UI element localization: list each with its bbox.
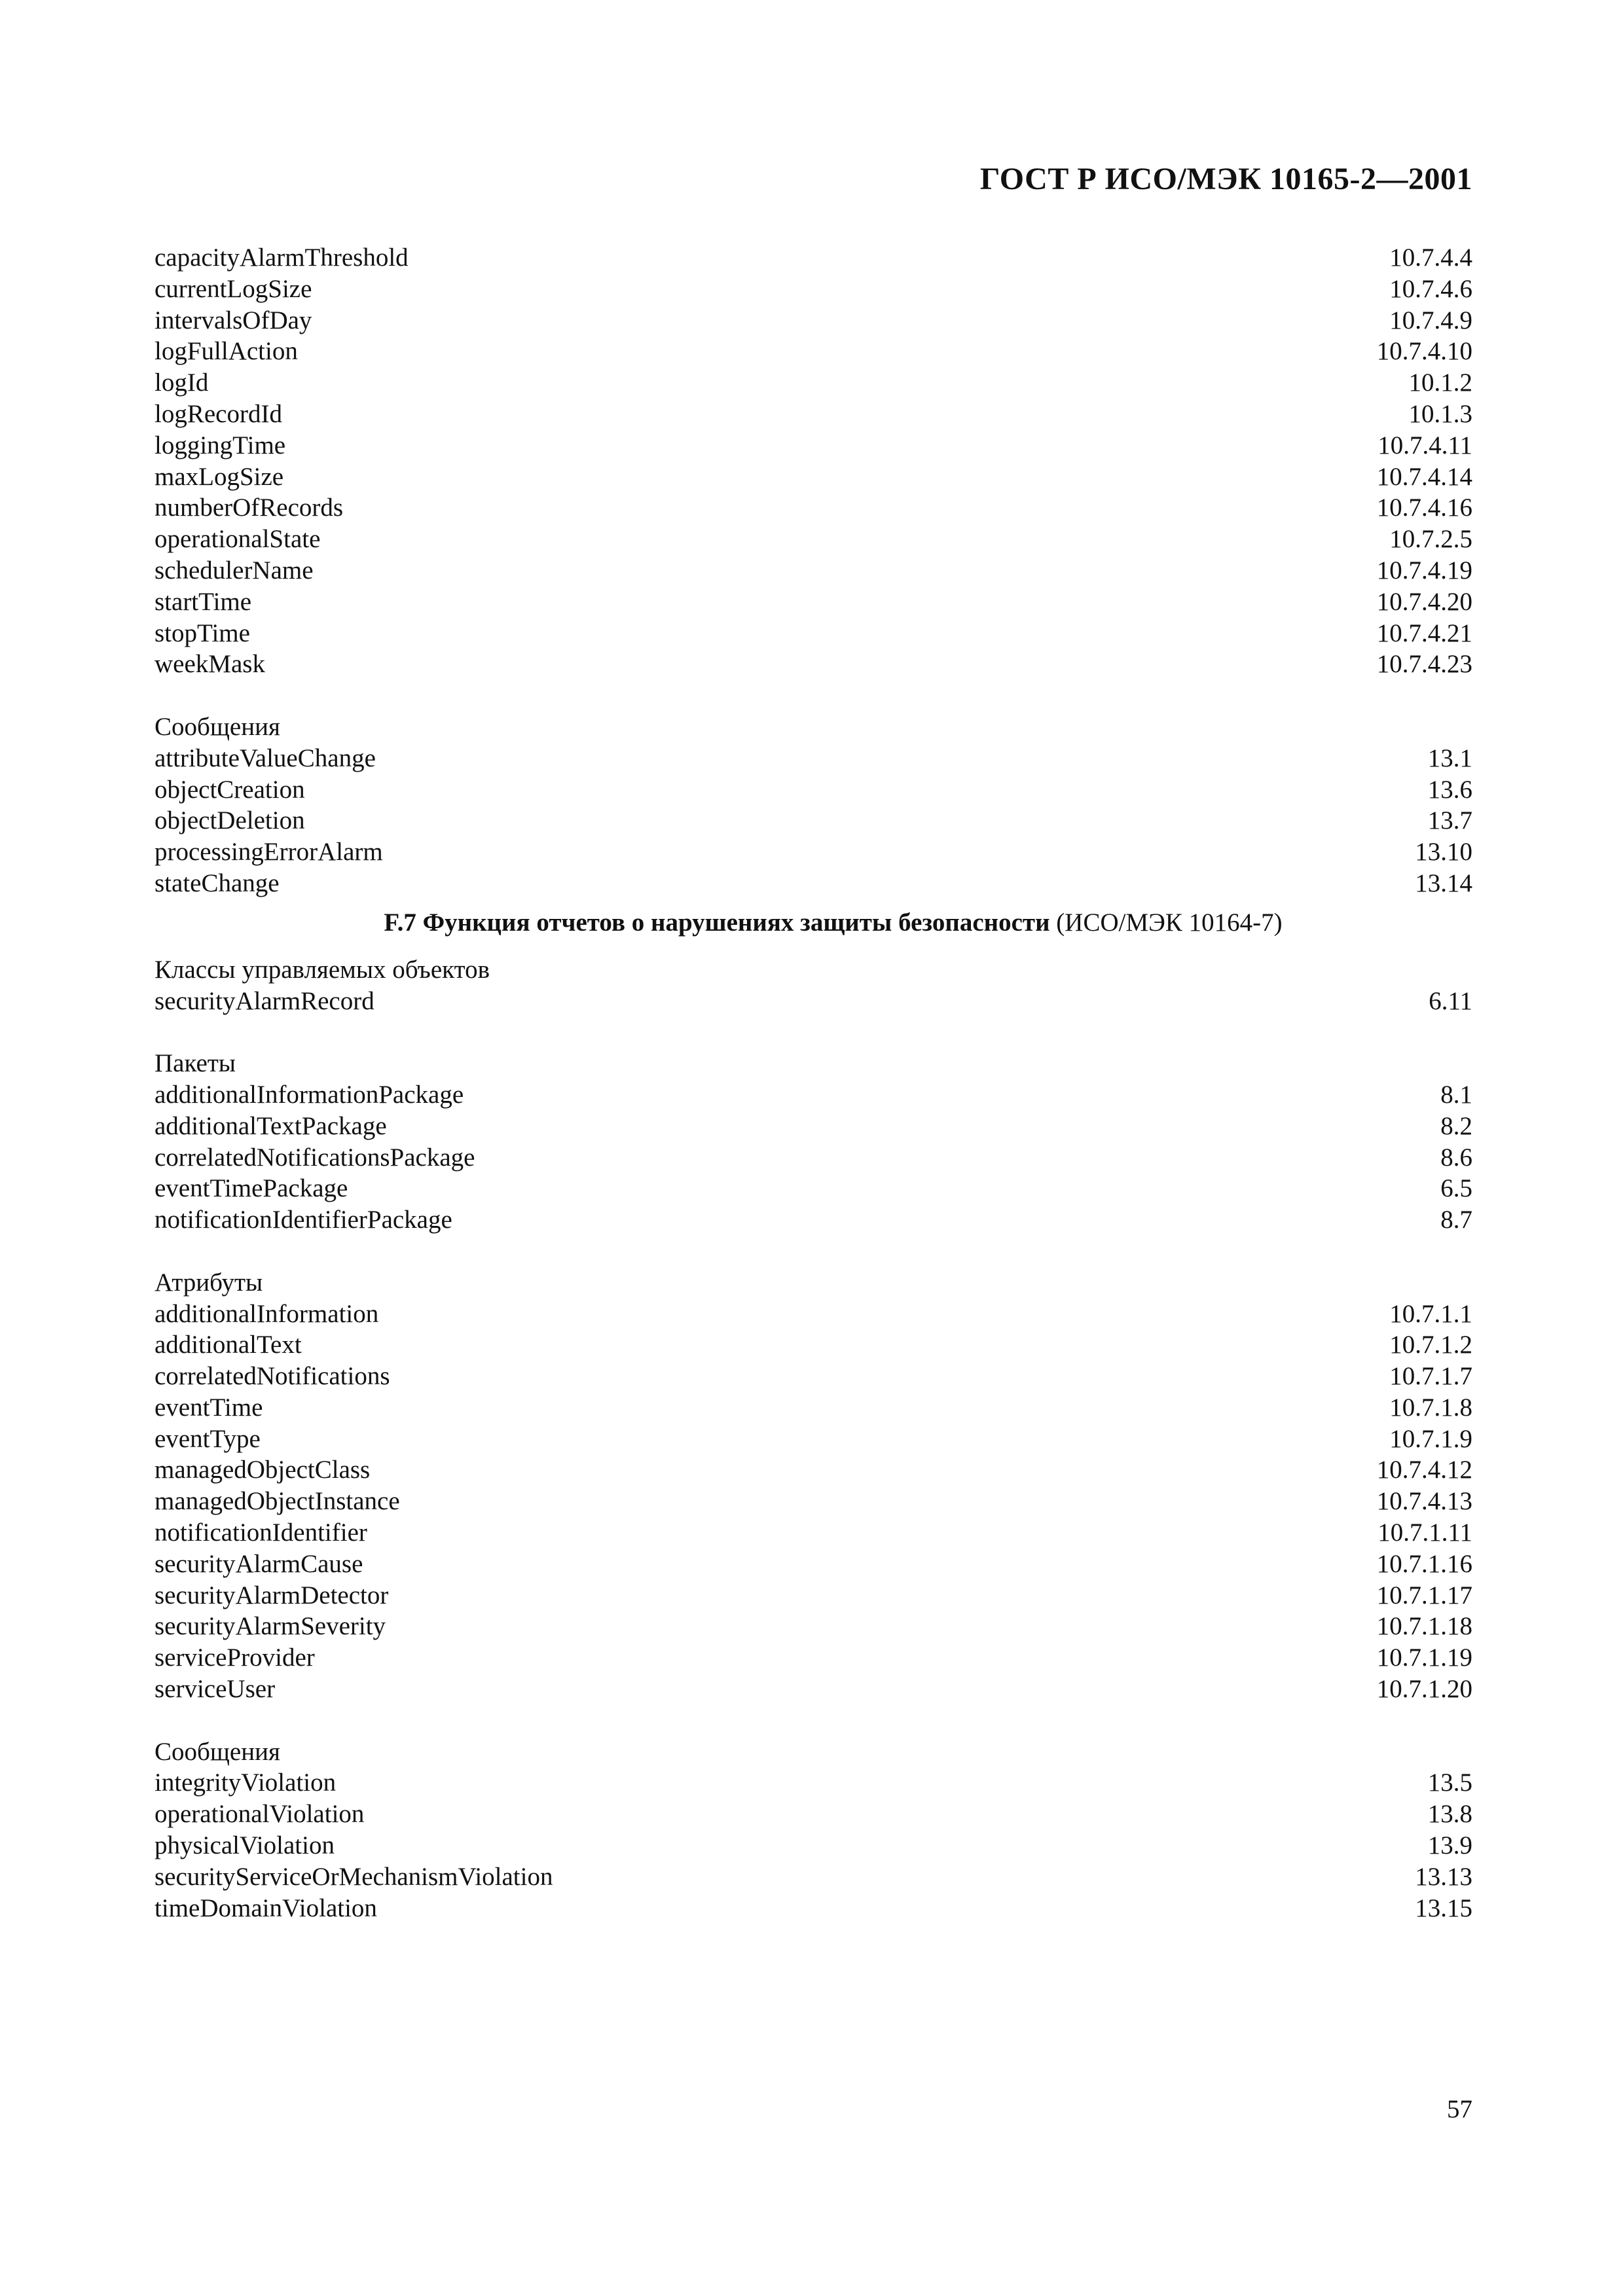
group-title-notifications: Сообщения bbox=[155, 712, 280, 741]
index-entry bbox=[155, 242, 1472, 274]
group-title-attributes: Атрибуты bbox=[155, 1268, 263, 1297]
entry-clause-ref: 13.14 bbox=[1415, 869, 1472, 897]
index-entry bbox=[155, 1580, 1472, 1611]
index-entry bbox=[155, 367, 1472, 399]
entry-clause-ref: 8.2 bbox=[1440, 1111, 1472, 1140]
section-heading-f7 bbox=[155, 905, 1472, 944]
index-entry bbox=[155, 1486, 1472, 1517]
index-entry bbox=[155, 1861, 1472, 1893]
section-heading-ref: (ИСО/МЭК 10164-7) bbox=[1056, 908, 1283, 937]
entry-term: stateChange bbox=[155, 869, 280, 897]
index-content bbox=[155, 242, 1472, 1924]
entry-term: eventType bbox=[155, 1424, 261, 1453]
index-entry bbox=[155, 868, 1472, 899]
index-entry bbox=[155, 1893, 1472, 1924]
entry-term: intervalsOfDay bbox=[155, 306, 312, 334]
entry-clause-ref: 6.11 bbox=[1429, 986, 1472, 1015]
index-entry bbox=[155, 1611, 1472, 1642]
entry-term: serviceUser bbox=[155, 1675, 276, 1704]
entry-term: maxLogSize bbox=[155, 462, 284, 491]
entry-clause-ref: 10.7.4.19 bbox=[1376, 556, 1472, 584]
entry-clause-ref: 10.7.1.18 bbox=[1376, 1612, 1472, 1641]
entry-term: startTime bbox=[155, 587, 252, 616]
entry-term: logRecordId bbox=[155, 399, 282, 428]
index-entry bbox=[155, 1173, 1472, 1204]
entry-term: stopTime bbox=[155, 619, 250, 647]
entry-term: currentLogSize bbox=[155, 274, 312, 303]
index-entry bbox=[155, 1392, 1472, 1424]
index-entry bbox=[155, 774, 1472, 806]
entry-term: loggingTime bbox=[155, 431, 286, 459]
package-list bbox=[155, 1079, 1472, 1236]
index-entry bbox=[155, 524, 1472, 555]
index-entry bbox=[155, 1142, 1472, 1174]
security-attribute-list bbox=[155, 1299, 1472, 1705]
index-entry bbox=[155, 1111, 1472, 1142]
index-entry bbox=[155, 399, 1472, 430]
group-title-managed-object-classes: Классы управляемых объектов bbox=[155, 955, 490, 984]
section-heading-bold: F.7 Функция отчетов о нарушениях защиты безопасности bbox=[384, 908, 1050, 937]
entry-clause-ref: 10.7.4.16 bbox=[1376, 493, 1472, 522]
entry-clause-ref: 10.7.4.21 bbox=[1376, 619, 1472, 647]
entry-term: physicalViolation bbox=[155, 1831, 335, 1860]
entry-clause-ref: 10.7.1.17 bbox=[1376, 1581, 1472, 1609]
entry-term: securityAlarmCause bbox=[155, 1549, 363, 1578]
entry-clause-ref: 10.7.1.16 bbox=[1376, 1549, 1472, 1578]
entry-term: operationalViolation bbox=[155, 1800, 365, 1829]
entry-term: weekMask bbox=[155, 650, 265, 679]
document-header: ГОСТ Р ИСО/МЭК 10165-2—2001 bbox=[979, 162, 1472, 196]
entry-clause-ref: 10.1.3 bbox=[1408, 399, 1472, 428]
entry-clause-ref: 10.7.4.11 bbox=[1377, 431, 1472, 459]
entry-term: logFullAction bbox=[155, 337, 298, 366]
entry-clause-ref: 10.7.1.19 bbox=[1376, 1643, 1472, 1672]
index-entry bbox=[155, 618, 1472, 649]
entry-term: objectDeletion bbox=[155, 806, 305, 835]
entry-term: securityServiceOrMechanismViolation bbox=[155, 1862, 553, 1891]
entry-clause-ref: 13.5 bbox=[1427, 1768, 1472, 1797]
entry-term: managedObjectClass bbox=[155, 1456, 371, 1484]
entry-clause-ref: 13.9 bbox=[1427, 1831, 1472, 1860]
index-entry bbox=[155, 461, 1472, 493]
index-entry bbox=[155, 1361, 1472, 1392]
group-title-packages: Пакеты bbox=[155, 1049, 236, 1078]
index-entry bbox=[155, 836, 1472, 868]
entry-term: notificationIdentifierPackage bbox=[155, 1206, 452, 1234]
entry-clause-ref: 13.15 bbox=[1415, 1893, 1472, 1922]
index-entry bbox=[155, 1299, 1472, 1330]
entry-clause-ref: 10.7.2.5 bbox=[1389, 525, 1472, 554]
index-entry bbox=[155, 430, 1472, 461]
entry-term: timeDomainViolation bbox=[155, 1893, 377, 1922]
entry-term: additionalInformation bbox=[155, 1299, 379, 1328]
entry-clause-ref: 13.8 bbox=[1427, 1800, 1472, 1829]
index-entry bbox=[155, 743, 1472, 774]
entry-clause-ref: 10.7.1.1 bbox=[1389, 1299, 1472, 1328]
entry-term: operationalState bbox=[155, 525, 321, 554]
entry-clause-ref: 13.6 bbox=[1427, 775, 1472, 804]
entry-clause-ref: 13.13 bbox=[1415, 1862, 1472, 1891]
index-entry bbox=[155, 1767, 1472, 1799]
index-entry bbox=[155, 649, 1472, 680]
entry-term: additionalText bbox=[155, 1331, 302, 1359]
index-entry bbox=[155, 1079, 1472, 1111]
entry-term: notificationIdentifier bbox=[155, 1518, 367, 1547]
entry-term: eventTime bbox=[155, 1393, 263, 1422]
entry-clause-ref: 10.7.4.14 bbox=[1376, 462, 1472, 491]
index-entry bbox=[155, 1642, 1472, 1674]
index-entry bbox=[155, 1329, 1472, 1361]
entry-clause-ref: 10.7.4.23 bbox=[1376, 650, 1472, 679]
index-entry bbox=[155, 336, 1472, 367]
entry-term: additionalInformationPackage bbox=[155, 1080, 464, 1109]
entry-clause-ref: 13.10 bbox=[1415, 838, 1472, 867]
index-entry bbox=[155, 1204, 1472, 1236]
entry-term: securityAlarmDetector bbox=[155, 1581, 389, 1609]
index-entry bbox=[155, 1799, 1472, 1830]
entry-clause-ref: 10.7.1.9 bbox=[1389, 1424, 1472, 1453]
entry-term: attributeValueChange bbox=[155, 744, 376, 772]
entry-term: serviceProvider bbox=[155, 1643, 315, 1672]
index-entry bbox=[155, 555, 1472, 586]
entry-term: logId bbox=[155, 368, 209, 397]
entry-term: integrityViolation bbox=[155, 1768, 337, 1797]
index-entry bbox=[155, 274, 1472, 305]
violation-notification-list bbox=[155, 1767, 1472, 1924]
entry-clause-ref: 10.1.2 bbox=[1408, 368, 1472, 397]
entry-term: additionalTextPackage bbox=[155, 1111, 387, 1140]
entry-term: correlatedNotifications bbox=[155, 1362, 390, 1391]
entry-term: numberOfRecords bbox=[155, 493, 344, 522]
entry-clause-ref: 6.5 bbox=[1440, 1174, 1472, 1203]
entry-clause-ref: 10.7.4.6 bbox=[1389, 274, 1472, 303]
entry-clause-ref: 10.7.4.20 bbox=[1376, 587, 1472, 616]
index-entry bbox=[155, 1549, 1472, 1580]
group-title-notifications-2: Сообщения bbox=[155, 1737, 280, 1766]
index-entry bbox=[155, 1454, 1472, 1486]
entry-term: correlatedNotificationsPackage bbox=[155, 1143, 475, 1172]
entry-term: schedulerName bbox=[155, 556, 314, 584]
index-entry bbox=[155, 1830, 1472, 1861]
entry-clause-ref: 10.7.4.13 bbox=[1376, 1487, 1472, 1516]
entry-clause-ref: 8.6 bbox=[1440, 1143, 1472, 1172]
page-number: 57 bbox=[1447, 2095, 1472, 2123]
managed-object-class-list bbox=[155, 986, 1472, 1017]
entry-clause-ref: 10.7.4.4 bbox=[1389, 243, 1472, 272]
entry-term: capacityAlarmThreshold bbox=[155, 243, 409, 272]
entry-clause-ref: 10.7.4.10 bbox=[1376, 337, 1472, 366]
index-entry bbox=[155, 1424, 1472, 1455]
entry-term: processingErrorAlarm bbox=[155, 838, 383, 867]
entry-term: securityAlarmSeverity bbox=[155, 1612, 386, 1641]
entry-clause-ref: 10.7.1.20 bbox=[1376, 1675, 1472, 1704]
entry-term: eventTimePackage bbox=[155, 1174, 348, 1203]
entry-term: managedObjectInstance bbox=[155, 1487, 400, 1516]
notification-list bbox=[155, 743, 1472, 899]
entry-clause-ref: 10.7.1.7 bbox=[1389, 1362, 1472, 1391]
attribute-list bbox=[155, 242, 1472, 680]
entry-clause-ref: 8.1 bbox=[1440, 1080, 1472, 1109]
entry-clause-ref: 10.7.4.9 bbox=[1389, 306, 1472, 334]
index-entry bbox=[155, 492, 1472, 524]
entry-clause-ref: 10.7.1.11 bbox=[1377, 1518, 1472, 1547]
entry-clause-ref: 10.7.1.2 bbox=[1389, 1331, 1472, 1359]
entry-term: objectCreation bbox=[155, 775, 305, 804]
entry-clause-ref: 13.7 bbox=[1427, 806, 1472, 835]
index-entry bbox=[155, 1674, 1472, 1705]
index-entry bbox=[155, 986, 1472, 1017]
entry-clause-ref: 10.7.1.8 bbox=[1389, 1393, 1472, 1422]
index-entry bbox=[155, 1517, 1472, 1549]
entry-term: securityAlarmRecord bbox=[155, 986, 374, 1015]
entry-clause-ref: 10.7.4.12 bbox=[1376, 1456, 1472, 1484]
index-entry bbox=[155, 305, 1472, 336]
entry-clause-ref: 13.1 bbox=[1427, 744, 1472, 772]
entry-clause-ref: 8.7 bbox=[1440, 1206, 1472, 1234]
index-entry bbox=[155, 805, 1472, 836]
index-entry bbox=[155, 586, 1472, 618]
